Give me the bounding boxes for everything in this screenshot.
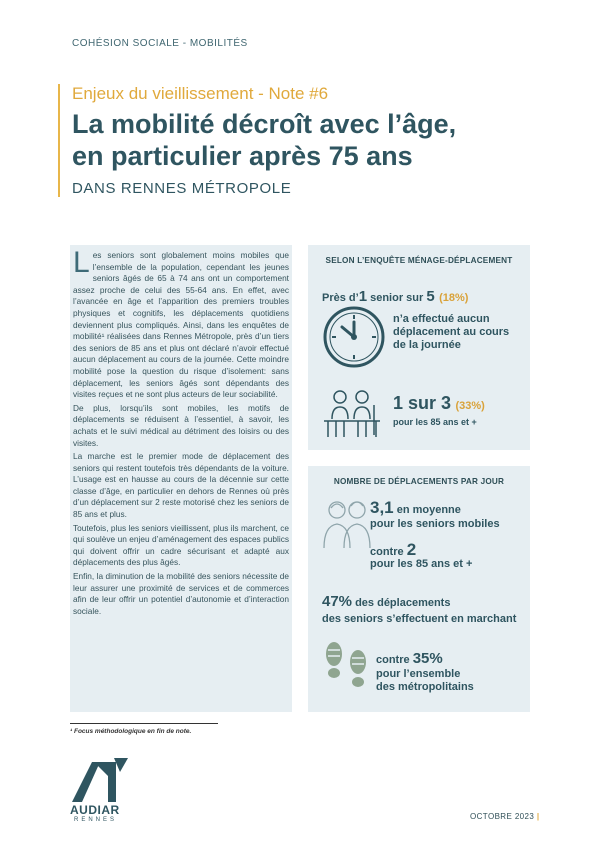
paragraph-1 [73, 246, 289, 401]
date-bar: | [536, 812, 540, 821]
avg-trips-description: pour les seniors mobiles [370, 518, 500, 530]
region-label: DANS RENNES MÉTROPOLE [72, 180, 292, 197]
senior85-label: contre [370, 546, 407, 558]
stat1-mid: senior sur [367, 292, 427, 304]
avg-trips-label: en moyenne [393, 504, 461, 516]
main-text-column [70, 245, 292, 712]
walk-desc-b: des seniors s’effectuent en marchant [322, 613, 517, 625]
footprints-icon [320, 640, 376, 698]
date-text: OCTOBRE 2023 [470, 812, 535, 821]
walk-stat [322, 593, 522, 626]
stat1-prefix: Près d’ [322, 292, 359, 304]
senior85-description: pour les 85 ans et + [370, 558, 473, 570]
paragraph-2: De plus, lorsqu’ils sont mobiles, les motifs de déplacements se réduisent à l’essentiel, à savoir, les achats et le suivi médical au détriment des loisirs ou des visites. [73, 402, 289, 448]
logo-name: AUDIAR [70, 803, 120, 817]
walk-percent: 47% [322, 593, 353, 610]
stat1-description: n’a effectué aucun déplacement au cours de la journée [393, 313, 510, 351]
senior85-trips [370, 540, 416, 560]
avg-trips-value: 3,1 [370, 498, 394, 517]
title-block [58, 84, 538, 197]
note-subtitle: Enjeux du vieillissement - Note #6 [72, 84, 329, 103]
stat2-headline [393, 393, 485, 414]
footnote-rule [70, 723, 218, 724]
senior85-value: 2 [406, 540, 417, 559]
stat1-denominator: 5 [426, 288, 435, 305]
survey-panel [308, 245, 530, 450]
stat1-percent: (18%) [439, 292, 469, 304]
senior-couple-icon [320, 496, 374, 550]
stat2-description: pour les 85 ans et + [393, 417, 477, 427]
survey-panel-heading: SELON L’ENQUÊTE MÉNAGE-DÉPLACEMENT [325, 256, 513, 265]
audiar-logo [70, 758, 130, 802]
title-line-1: La mobilité décroît avec l’âge, [72, 109, 457, 139]
footnote: ¹ Focus méthodologique en fin de note. [70, 728, 192, 735]
stat1-headline [322, 288, 468, 306]
paragraph-3: La marche est le premier mode de déplacement des seniors qui restent toutefois très dépendants de la voiture. L’usage est en hausse au cours de la décennie sur cette classe d’âge, en particulier en dehors de Rennes où près d’un déplacement sur 2 reste motorisé chez les seniors de 85 ans et plus. [73, 451, 289, 520]
trips-panel-heading: NOMBRE DE DÉPLACEMENTS PAR JOUR [333, 477, 505, 486]
paragraph-5: Enfin, la diminution de la mobilité des seniors nécessite de leur assurer une proximité de services et de commerces afin de leur offrir un potentiel d’autonomie et d’interaction sociale. [73, 571, 289, 616]
dropcap: L [73, 246, 90, 279]
logo-subtitle: RENNES [74, 817, 118, 823]
category-label: COHÉSION SOCIALE - MOBILITÉS [72, 38, 248, 49]
compare-desc-b: des métropolitains [376, 681, 474, 693]
compare-stat [376, 650, 443, 668]
paragraph-1-text: es seniors sont globalement moins mobiles que l’ensemble de la population, cependant les jeunes seniors âgés de 65 à 74 ans ont un comportement assez proche de celui des 55-64 ans. En effet, avec l’avancée en âge et l’apparition des premiers troubles physiques et cognitifs, les déplacements quotidiens deviennent plus compliqués. Ainsi, dans les enquêtes de mobilité¹ réalisées dans Rennes Métropole, près d’un tiers des seniors de 85 ans et plus ont déclaré n’avoir effectué aucun déplacement au cours de la journée. Cette moindre mobilité pose la question du risque d’isolement: sans déplacement, les seniors âgés sont dépendants des visites reçues et ne sont plus acteurs de leur sociabilité. [73, 250, 289, 400]
page-title [72, 108, 538, 172]
walk-desc-a: des déplacements [352, 597, 451, 609]
stat2-percent: (33%) [455, 400, 485, 412]
trips-panel [308, 466, 530, 712]
compare-desc-a: pour l’ensemble [376, 668, 461, 680]
title-line-2: en particulier après 75 ans [72, 141, 413, 171]
stat1-numerator: 1 [358, 288, 368, 305]
compare-percent: 35% [412, 650, 443, 667]
publication-date [470, 812, 540, 821]
stat2-value: 1 sur 3 [393, 393, 452, 413]
seniors-bench-icon [320, 385, 384, 441]
paragraph-4: Toutefois, plus les seniors vieillissent, plus ils marchent, ce qui soulève un enjeu d’aménagement des espaces publics qui doivent offrir un cadre sécurisant et adapté aux déplacements des plus âgés. [73, 522, 289, 568]
avg-trips [370, 498, 461, 518]
compare-label: contre [376, 654, 413, 666]
clock-icon [322, 305, 386, 369]
